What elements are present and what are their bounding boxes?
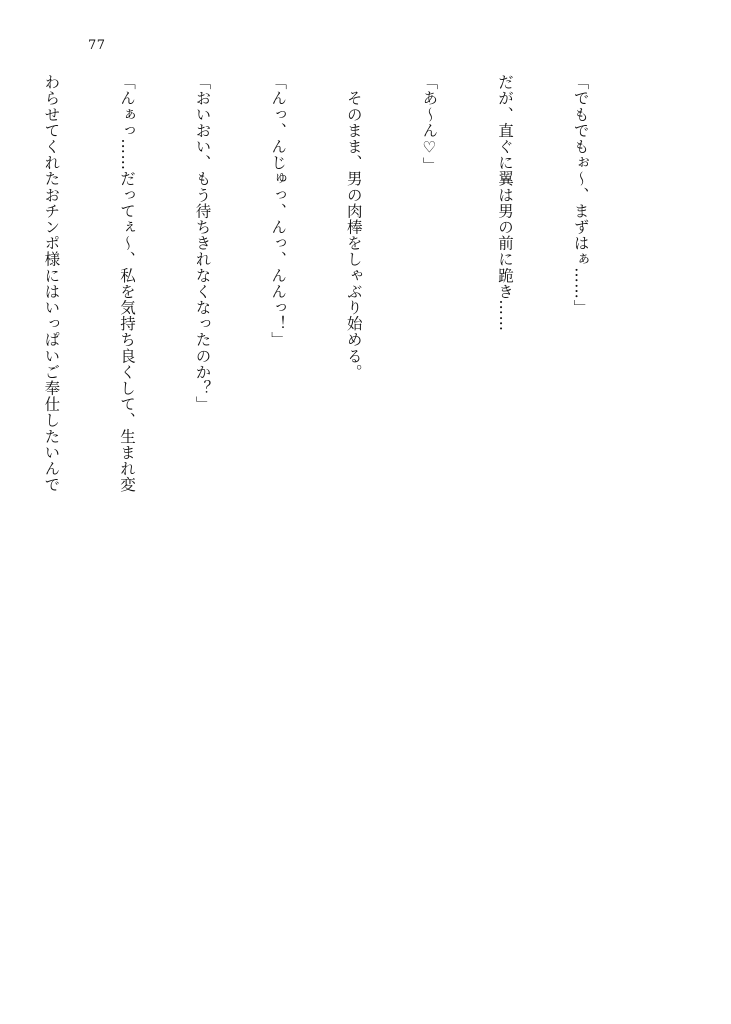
page-number: 77 [88,38,106,53]
text-line: わらせてくれたおチンポ様にはいっぱいご奉仕したいんで [42,74,61,493]
text-line: そのまま、男の肉棒をしゃぶり始める。 [344,74,363,380]
vertical-text-body [0,74,643,493]
text-line: 「おいおい、もう待ちきれなくなったのか？」 [193,74,212,413]
text-line: 「あ〜ん♡」 [420,74,439,174]
text-line: だが、直ぐに翼は男の前に跪き…… [495,74,514,332]
text-line: 「でもでもぉ〜、まずはぁ……」 [571,74,590,316]
text-line: 「んぁっ……だってぇ〜、私を気持ち良くして、生まれ変 [117,74,136,493]
text-line: 「んっ、んじゅっ、んっ、んんっ！」 [269,74,288,348]
